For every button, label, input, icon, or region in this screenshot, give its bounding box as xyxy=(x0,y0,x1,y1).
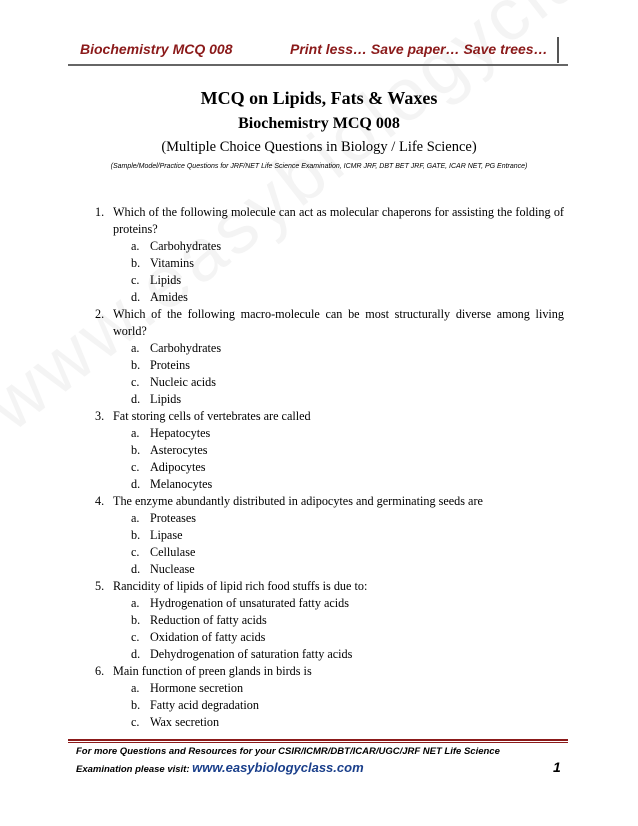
option-letter: b. xyxy=(131,528,141,542)
option-text: Nuclease xyxy=(150,562,195,576)
option-letter: d. xyxy=(131,290,141,304)
option-text: Lipids xyxy=(150,392,182,406)
question-number: 2. xyxy=(95,307,105,321)
question-number: 4. xyxy=(95,494,105,508)
question-item xyxy=(92,306,564,340)
document-subtitle: Biochemistry MCQ 008 xyxy=(238,115,400,132)
answer-option xyxy=(92,238,564,255)
option-letter: c. xyxy=(131,715,140,729)
option-letter: c. xyxy=(131,460,140,474)
option-text: Hepatocytes xyxy=(150,426,211,440)
option-text: Oxidation of fatty acids xyxy=(150,630,266,644)
question-text: Which of the following molecule can act as molecular chaperons for assisting the folding of proteins? xyxy=(113,205,564,236)
option-letter: d. xyxy=(131,647,141,661)
footer-visit-label: Examination please visit: xyxy=(76,764,193,775)
option-text: Reduction of fatty acids xyxy=(150,613,267,627)
option-text: Proteases xyxy=(150,511,197,525)
question-number: 3. xyxy=(95,409,105,423)
option-text: Wax secretion xyxy=(150,715,220,729)
option-letter: d. xyxy=(131,562,141,576)
answer-option xyxy=(92,340,564,357)
option-text: Melanocytes xyxy=(150,477,213,491)
question-item xyxy=(92,663,564,680)
answer-option xyxy=(92,272,564,289)
answer-option xyxy=(92,595,564,612)
option-letter: a. xyxy=(131,596,140,610)
page-number: 1 xyxy=(553,759,561,775)
option-text: Carbohydrates xyxy=(150,341,222,355)
option-letter: c. xyxy=(131,273,140,287)
header-slogan: Print less… Save paper… Save trees… xyxy=(290,41,548,57)
answer-option xyxy=(92,442,564,459)
page-header xyxy=(72,37,559,63)
option-letter: a. xyxy=(131,681,140,695)
question-text: Rancidity of lipids of lipid rich food stuffs is due to: xyxy=(113,579,368,593)
header-title: Biochemistry MCQ 008 xyxy=(80,41,233,57)
question-item xyxy=(92,408,564,425)
option-text: Hydrogenation of unsaturated fatty acids xyxy=(150,596,349,610)
option-letter: a. xyxy=(131,426,140,440)
option-letter: b. xyxy=(131,443,141,457)
question-text: Fat storing cells of vertebrates are called xyxy=(113,409,311,423)
answer-option xyxy=(92,374,564,391)
question-item xyxy=(92,204,564,238)
option-letter: c. xyxy=(131,630,140,644)
answer-option xyxy=(92,680,564,697)
question-text: The enzyme abundantly distributed in adipocytes and germinating seeds are xyxy=(113,494,483,508)
answer-option xyxy=(92,476,564,493)
option-text: Adipocytes xyxy=(150,460,206,474)
answer-option xyxy=(92,425,564,442)
header-divider xyxy=(68,64,568,66)
option-text: Asterocytes xyxy=(150,443,208,457)
document-description: (Multiple Choice Questions in Biology / Life Science) xyxy=(161,139,477,155)
option-letter: b. xyxy=(131,256,141,270)
option-letter: c. xyxy=(131,375,140,389)
option-letter: b. xyxy=(131,613,141,627)
option-text: Vitamins xyxy=(150,256,194,270)
option-text: Dehydrogenation of saturation fatty acids xyxy=(150,647,353,661)
footer-divider xyxy=(68,739,568,741)
answer-option xyxy=(92,544,564,561)
footer-link[interactable]: www.easybiologyclass.com xyxy=(192,760,364,775)
footer-divider-thin xyxy=(68,742,568,743)
answer-option xyxy=(92,459,564,476)
option-text: Carbohydrates xyxy=(150,239,222,253)
option-letter: b. xyxy=(131,358,141,372)
option-text: Cellulase xyxy=(150,545,196,559)
answer-option xyxy=(92,510,564,527)
answer-option xyxy=(92,391,564,408)
option-letter: b. xyxy=(131,698,141,712)
option-letter: d. xyxy=(131,392,141,406)
question-item xyxy=(92,578,564,595)
question-number: 5. xyxy=(95,579,105,593)
option-letter: a. xyxy=(131,341,140,355)
answer-option xyxy=(92,527,564,544)
option-letter: a. xyxy=(131,239,140,253)
option-letter: a. xyxy=(131,511,140,525)
option-text: Hormone secretion xyxy=(150,681,244,695)
option-letter: d. xyxy=(131,477,141,491)
answer-option xyxy=(92,629,564,646)
document-note: (Sample/Model/Practice Questions for JRF/NET Life Science Examination, ICMR JRF, DBT BET JRF, GATE, ICAR NET, PG Entrance) xyxy=(110,163,528,170)
answer-option xyxy=(92,714,564,731)
answer-option xyxy=(92,612,564,629)
question-number: 6. xyxy=(95,664,105,678)
question-text: Main function of preen glands in birds is xyxy=(113,664,312,678)
option-text: Lipase xyxy=(150,528,183,542)
option-text: Nucleic acids xyxy=(150,375,216,389)
option-text: Lipids xyxy=(150,273,182,287)
option-text: Amides xyxy=(150,290,188,304)
footer-visit xyxy=(76,760,364,775)
question-number: 1. xyxy=(95,205,105,219)
option-text: Proteins xyxy=(150,358,190,372)
question-text: Which of the following macro-molecule can be most structurally diverse among living world? xyxy=(113,307,564,338)
document-title: MCQ on Lipids, Fats & Waxes xyxy=(200,88,438,108)
answer-option xyxy=(92,357,564,374)
question-item xyxy=(92,493,564,510)
answer-option xyxy=(92,561,564,578)
answer-option xyxy=(92,697,564,714)
footer-text: For more Questions and Resources for your CSIR/ICMR/DBT/ICAR/UGC/JRF NET Life Science xyxy=(76,746,500,757)
answer-option xyxy=(92,289,564,306)
answer-option xyxy=(92,255,564,272)
option-text: Fatty acid degradation xyxy=(150,698,259,712)
option-letter: c. xyxy=(131,545,140,559)
question-list xyxy=(92,204,564,731)
answer-option xyxy=(92,646,564,663)
